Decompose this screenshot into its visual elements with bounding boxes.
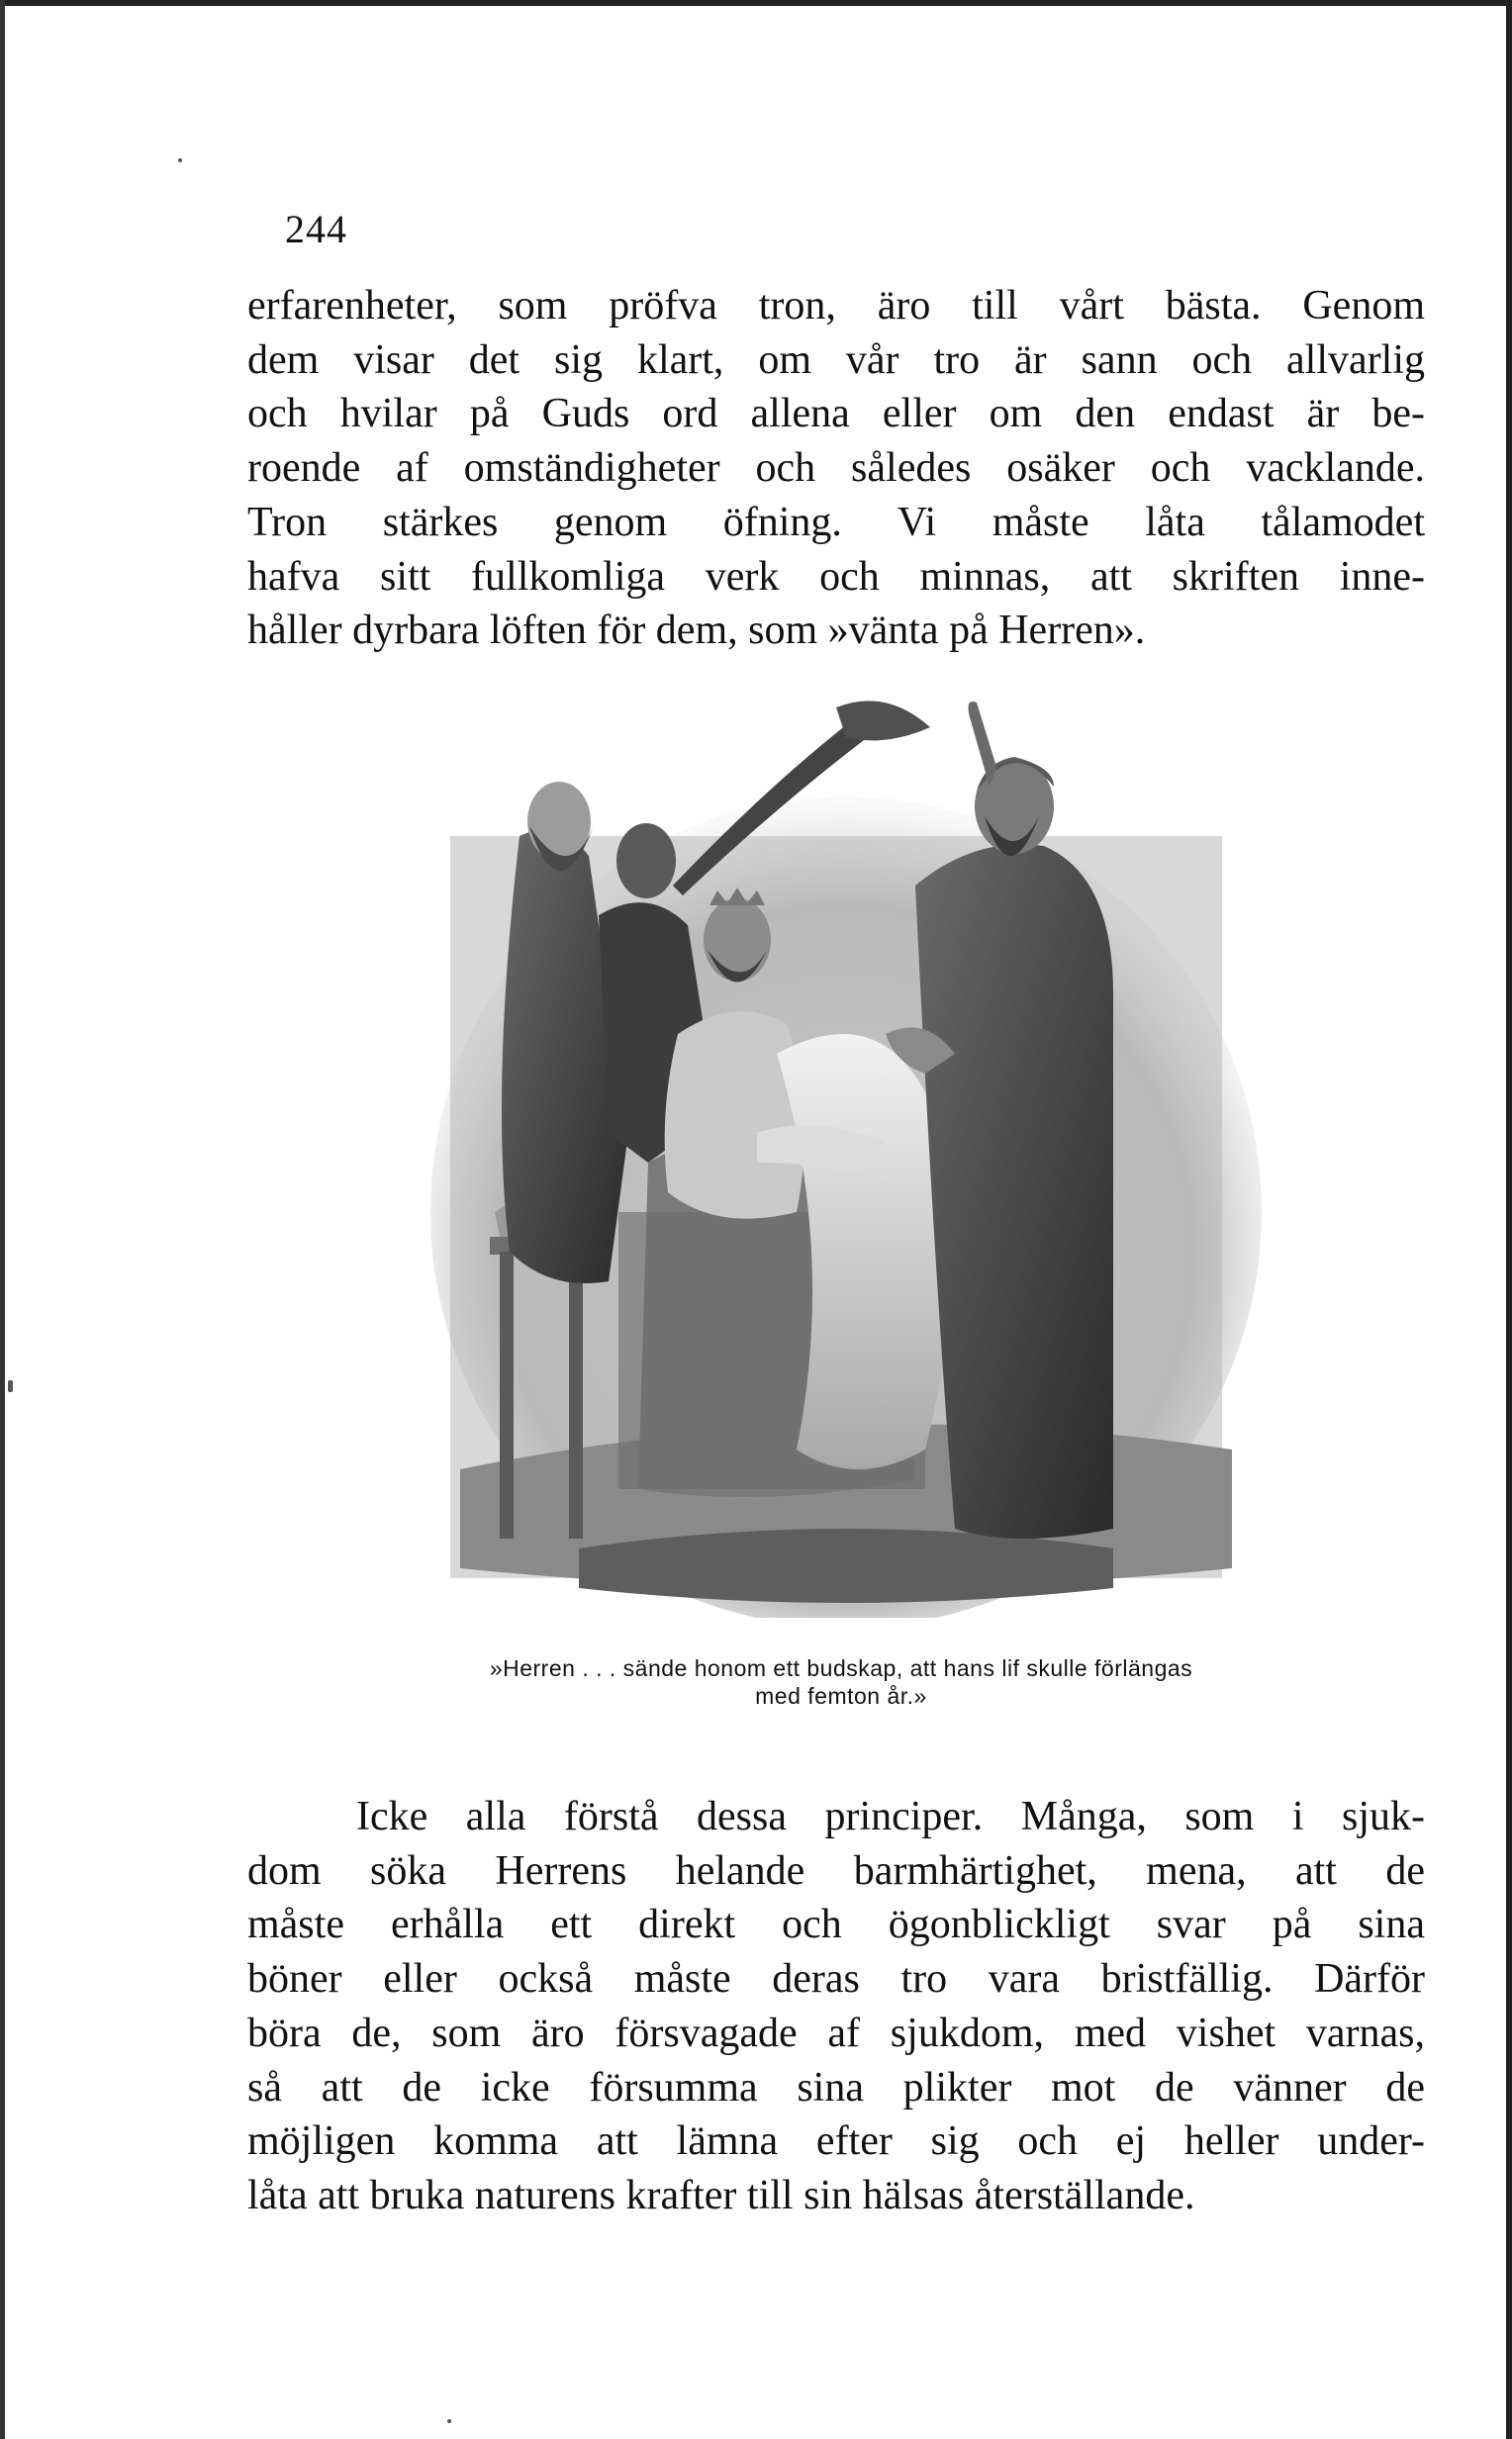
text-line: dom söka Herrens helande barmhärtighet, mena, att de bbox=[247, 1847, 1425, 1894]
text-line: låta att bruka naturens krafter till sin hälsas återställande. bbox=[247, 2172, 1195, 2218]
text-line: erfarenheter, som pröfva tron, äro till vårt bästa. Genom bbox=[247, 283, 1425, 328]
scan-speck bbox=[178, 158, 182, 162]
paragraph-1 bbox=[247, 279, 1425, 658]
illustration-king-on-sickbed bbox=[421, 698, 1272, 1618]
text-line: håller dyrbara löften för dem, som »vänta på Herren». bbox=[247, 608, 1146, 654]
text-line: böner eller också måste deras tro vara bristfällig. Därför bbox=[247, 1956, 1425, 2003]
illustration-caption bbox=[366, 1654, 1316, 1710]
text-line: och hvilar på Guds ord allena eller om den endast är be- bbox=[247, 391, 1425, 437]
text-line: Tron stärkes genom öfning. Vi måste låta tålamodet bbox=[247, 499, 1425, 545]
text-line: böra de, som äro försvagade af sjukdom, med vishet varnas, bbox=[247, 2010, 1425, 2056]
paragraph-2 bbox=[247, 1790, 1425, 2223]
text-line: Icke alla förstå dessa principer. Många, som i sjuk- bbox=[356, 1794, 1425, 1839]
caption-line: »Herren . . . sände honom ett budskap, att hans lif skulle förlängas bbox=[489, 1655, 1193, 1681]
text-line: roende af omständigheter och således osäker och vacklande. bbox=[247, 445, 1425, 492]
scan-speck bbox=[447, 2419, 451, 2423]
scan-right-edge bbox=[1506, 0, 1512, 2439]
scan-speck bbox=[8, 1380, 13, 1392]
scan-top-edge bbox=[0, 0, 1512, 6]
caption-line: med femton år.» bbox=[755, 1683, 927, 1709]
text-line: måste erhålla ett direkt och ögonblickligt svar på sina bbox=[247, 1902, 1425, 1948]
text-line: hafva sitt fullkomliga verk och minnas, att skriften inne- bbox=[247, 553, 1425, 600]
page-number: 244 bbox=[285, 207, 347, 251]
text-line: möjligen komma att lämna efter sig och ej heller under- bbox=[247, 2118, 1425, 2165]
scan-left-edge bbox=[0, 0, 5, 2439]
text-line: så att de icke försumma sina plikter mot de vänner de bbox=[247, 2064, 1425, 2111]
text-line: dem visar det sig klart, om vår tro är sann och allvarlig bbox=[247, 336, 1425, 383]
